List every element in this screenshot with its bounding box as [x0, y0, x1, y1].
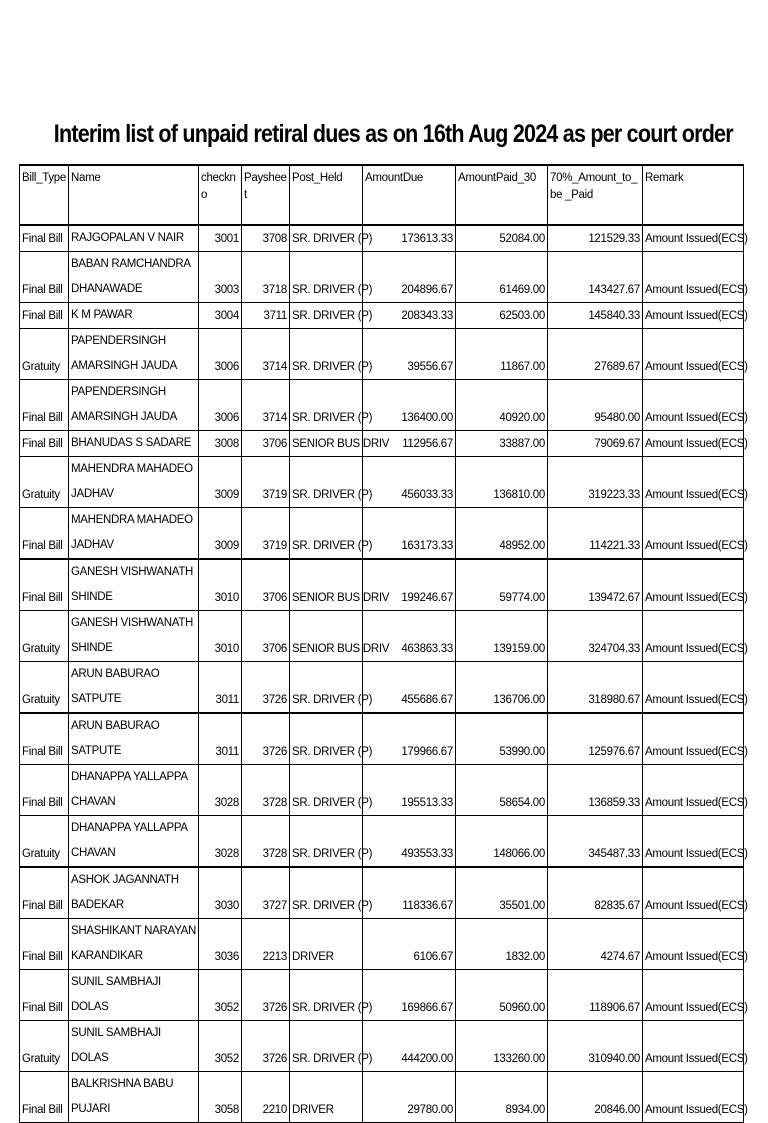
paysheet-cell: 2213 — [242, 919, 290, 970]
paysheet-cell: 3706 — [242, 559, 290, 611]
amount-to-be-paid-cell: 95480.00 — [548, 380, 643, 431]
amount-to-be-paid-cell: 125976.67 — [548, 713, 643, 765]
amount-to-be-paid-cell: 143427.67 — [548, 252, 643, 303]
name-cell: BABAN RAMCHANDRA DHANAWADE — [69, 252, 199, 303]
bill-type-cell: Gratuity — [20, 329, 69, 380]
post-held-cell: DRIVER — [290, 1072, 363, 1123]
name-cell: SUNIL SAMBHAJI DOLAS — [69, 970, 199, 1021]
bill-type-cell: Final Bill — [20, 713, 69, 765]
table-row — [20, 919, 744, 970]
amount-to-be-paid-cell: 324704.33 — [548, 611, 643, 662]
checkno-cell: 3009 — [199, 508, 242, 560]
bill-type-cell: Gratuity — [20, 1021, 69, 1072]
amount-paid-30-cell: 35501.00 — [456, 867, 548, 919]
dues-table — [19, 164, 748, 1123]
column-header: checkno — [199, 165, 242, 225]
column-header: Name — [69, 165, 199, 225]
remark-cell: Amount Issued(ECS) — [643, 816, 744, 868]
amount-to-be-paid-cell: 139472.67 — [548, 559, 643, 611]
amount-paid-30-cell: 58654.00 — [456, 765, 548, 816]
post-held-cell: SR. DRIVER (P) — [290, 252, 363, 303]
amount-due-cell: 29780.00 — [363, 1072, 456, 1123]
bill-type-cell: Gratuity — [20, 457, 69, 508]
amount-paid-30-cell: 136810.00 — [456, 457, 548, 508]
name-cell: BHANUDAS S SADARE — [69, 431, 199, 457]
name-cell: RAJGOPALAN V NAIR — [69, 225, 199, 252]
remark-cell: Amount Issued(ECS) — [643, 765, 744, 816]
name-cell: MAHENDRA MAHADEO JADHAV — [69, 457, 199, 508]
post-held-cell: SR. DRIVER (P) — [290, 508, 363, 560]
post-held-cell: SR. DRIVER (P) — [290, 713, 363, 765]
bill-type-cell: Final Bill — [20, 431, 69, 457]
table-body — [20, 225, 748, 1123]
paysheet-cell: 3719 — [242, 508, 290, 560]
remark-cell: Amount Issued(ECS) — [643, 431, 744, 457]
amount-paid-30-cell: 139159.00 — [456, 611, 548, 662]
table-header-row — [20, 165, 744, 225]
column-header: 70%_Amount_to_be _Paid — [548, 165, 643, 225]
paysheet-cell: 3726 — [242, 1021, 290, 1072]
table-row — [20, 970, 744, 1021]
post-held-cell: SR. DRIVER (P) — [290, 303, 363, 329]
amount-paid-30-cell: 11867.00 — [456, 329, 548, 380]
remark-cell: Amount Issued(ECS) — [643, 867, 744, 919]
bill-type-cell: Final Bill — [20, 252, 69, 303]
table-row — [20, 765, 744, 816]
column-header: Bill_Type — [20, 165, 69, 225]
column-header: Remark — [643, 165, 744, 225]
table-row — [20, 1021, 744, 1072]
amount-to-be-paid-cell: 82835.67 — [548, 867, 643, 919]
amount-to-be-paid-cell: 27689.67 — [548, 329, 643, 380]
checkno-cell: 3010 — [199, 559, 242, 611]
name-cell: GANESH VISHWANATH SHINDE — [69, 611, 199, 662]
amount-due-cell: 444200.00 — [363, 1021, 456, 1072]
bill-type-cell: Final Bill — [20, 765, 69, 816]
amount-due-cell: 493553.33 — [363, 816, 456, 868]
checkno-cell: 3003 — [199, 252, 242, 303]
amount-paid-30-cell: 1832.00 — [456, 919, 548, 970]
amount-paid-30-cell: 8934.00 — [456, 1072, 548, 1123]
amount-due-cell: 195513.33 — [363, 765, 456, 816]
remark-cell: Amount Issued(ECS) — [643, 252, 744, 303]
dues-table-container — [19, 164, 748, 1123]
paysheet-cell: 3728 — [242, 765, 290, 816]
paysheet-cell: 2210 — [242, 1072, 290, 1123]
column-header: AmountPaid_30 — [456, 165, 548, 225]
post-held-cell: SR. DRIVER (P) — [290, 329, 363, 380]
amount-due-cell: 179966.67 — [363, 713, 456, 765]
amount-due-cell: 169866.67 — [363, 970, 456, 1021]
amount-due-cell: 199246.67 — [363, 559, 456, 611]
bill-type-cell: Final Bill — [20, 225, 69, 252]
amount-due-cell: 173613.33 — [363, 225, 456, 252]
bill-type-cell: Final Bill — [20, 303, 69, 329]
table-row — [20, 816, 744, 868]
checkno-cell: 3052 — [199, 1021, 242, 1072]
name-cell: SHASHIKANT NARAYAN KARANDIKAR — [69, 919, 199, 970]
amount-paid-30-cell: 62503.00 — [456, 303, 548, 329]
amount-paid-30-cell: 40920.00 — [456, 380, 548, 431]
amount-due-cell: 455686.67 — [363, 662, 456, 714]
checkno-cell: 3036 — [199, 919, 242, 970]
amount-paid-30-cell: 50960.00 — [456, 970, 548, 1021]
bill-type-cell: Gratuity — [20, 611, 69, 662]
remark-cell: Amount Issued(ECS) — [643, 508, 744, 560]
post-held-cell: SR. DRIVER (P) — [290, 662, 363, 714]
post-held-cell: SENIOR BUS DRIV — [290, 611, 363, 662]
amount-due-cell: 118336.67 — [363, 867, 456, 919]
amount-paid-30-cell: 133260.00 — [456, 1021, 548, 1072]
checkno-cell: 3052 — [199, 970, 242, 1021]
amount-due-cell: 6106.67 — [363, 919, 456, 970]
name-cell: DHANAPPA YALLAPPA CHAVAN — [69, 816, 199, 868]
page-title: Interim list of unpaid retiral dues as on 16th Aug 2024 as per court order — [53, 120, 733, 148]
bill-type-cell: Final Bill — [20, 970, 69, 1021]
table-row — [20, 329, 744, 380]
checkno-cell: 3010 — [199, 611, 242, 662]
name-cell: DHANAPPA YALLAPPA CHAVAN — [69, 765, 199, 816]
table-row — [20, 380, 744, 431]
amount-due-cell: 136400.00 — [363, 380, 456, 431]
remark-cell: Amount Issued(ECS) — [643, 225, 744, 252]
amount-to-be-paid-cell: 310940.00 — [548, 1021, 643, 1072]
amount-due-cell: 463863.33 — [363, 611, 456, 662]
remark-cell: Amount Issued(ECS) — [643, 1072, 744, 1123]
checkno-cell: 3006 — [199, 380, 242, 431]
checkno-cell: 3028 — [199, 816, 242, 868]
paysheet-cell: 3726 — [242, 970, 290, 1021]
remark-cell: Amount Issued(ECS) — [643, 713, 744, 765]
bill-type-cell: Final Bill — [20, 559, 69, 611]
table-row — [20, 431, 744, 457]
amount-to-be-paid-cell: 4274.67 — [548, 919, 643, 970]
paysheet-cell: 3719 — [242, 457, 290, 508]
amount-paid-30-cell: 59774.00 — [456, 559, 548, 611]
column-header: AmountDue — [363, 165, 456, 225]
table-row — [20, 611, 744, 662]
remark-cell: Amount Issued(ECS) — [643, 970, 744, 1021]
paysheet-cell: 3727 — [242, 867, 290, 919]
table-row — [20, 713, 744, 765]
remark-cell: Amount Issued(ECS) — [643, 559, 744, 611]
amount-due-cell: 39556.67 — [363, 329, 456, 380]
amount-paid-30-cell: 61469.00 — [456, 252, 548, 303]
amount-to-be-paid-cell: 145840.33 — [548, 303, 643, 329]
name-cell: ARUN BABURAO SATPUTE — [69, 662, 199, 714]
post-held-cell: SR. DRIVER (P) — [290, 816, 363, 868]
name-cell: PAPENDERSINGH AMARSINGH JAUDA — [69, 380, 199, 431]
bill-type-cell: Final Bill — [20, 919, 69, 970]
remark-cell: Amount Issued(ECS) — [643, 919, 744, 970]
amount-paid-30-cell: 53990.00 — [456, 713, 548, 765]
table-row — [20, 457, 744, 508]
paysheet-cell: 3708 — [242, 225, 290, 252]
name-cell: MAHENDRA MAHADEO JADHAV — [69, 508, 199, 560]
paysheet-cell: 3706 — [242, 431, 290, 457]
amount-paid-30-cell: 148066.00 — [456, 816, 548, 868]
checkno-cell: 3004 — [199, 303, 242, 329]
table-row — [20, 225, 744, 252]
remark-cell: Amount Issued(ECS) — [643, 662, 744, 714]
post-held-cell: SENIOR BUS DRIV — [290, 431, 363, 457]
amount-paid-30-cell: 52084.00 — [456, 225, 548, 252]
remark-cell: Amount Issued(ECS) — [643, 457, 744, 508]
table-row — [20, 867, 744, 919]
paysheet-cell: 3714 — [242, 329, 290, 380]
column-header: Post_Held — [290, 165, 363, 225]
bill-type-cell: Gratuity — [20, 662, 69, 714]
name-cell: ASHOK JAGANNATH BADEKAR — [69, 867, 199, 919]
table-row — [20, 303, 744, 329]
bill-type-cell: Final Bill — [20, 1072, 69, 1123]
paysheet-cell: 3726 — [242, 662, 290, 714]
amount-to-be-paid-cell: 20846.00 — [548, 1072, 643, 1123]
post-held-cell: SR. DRIVER (P) — [290, 765, 363, 816]
post-held-cell: SR. DRIVER (P) — [290, 970, 363, 1021]
table-row — [20, 662, 744, 714]
checkno-cell: 3008 — [199, 431, 242, 457]
checkno-cell: 3009 — [199, 457, 242, 508]
remark-cell: Amount Issued(ECS) — [643, 380, 744, 431]
bill-type-cell: Final Bill — [20, 867, 69, 919]
post-held-cell: SENIOR BUS DRIV — [290, 559, 363, 611]
name-cell: SUNIL SAMBHAJI DOLAS — [69, 1021, 199, 1072]
paysheet-cell: 3706 — [242, 611, 290, 662]
amount-to-be-paid-cell: 118906.67 — [548, 970, 643, 1021]
bill-type-cell: Final Bill — [20, 508, 69, 560]
paysheet-cell: 3714 — [242, 380, 290, 431]
amount-due-cell: 208343.33 — [363, 303, 456, 329]
table-row — [20, 559, 744, 611]
amount-to-be-paid-cell: 136859.33 — [548, 765, 643, 816]
amount-paid-30-cell: 33887.00 — [456, 431, 548, 457]
remark-cell: Amount Issued(ECS) — [643, 1021, 744, 1072]
amount-due-cell: 163173.33 — [363, 508, 456, 560]
name-cell: PAPENDERSINGH AMARSINGH JAUDA — [69, 329, 199, 380]
amount-to-be-paid-cell: 79069.67 — [548, 431, 643, 457]
checkno-cell: 3001 — [199, 225, 242, 252]
table-row — [20, 252, 744, 303]
checkno-cell: 3011 — [199, 713, 242, 765]
name-cell: K M PAWAR — [69, 303, 199, 329]
amount-to-be-paid-cell: 319223.33 — [548, 457, 643, 508]
paysheet-cell: 3726 — [242, 713, 290, 765]
paysheet-cell: 3718 — [242, 252, 290, 303]
remark-cell: Amount Issued(ECS) — [643, 611, 744, 662]
paysheet-cell: 3728 — [242, 816, 290, 868]
checkno-cell: 3011 — [199, 662, 242, 714]
amount-due-cell: 112956.67 — [363, 431, 456, 457]
table-row — [20, 508, 744, 560]
amount-due-cell: 456033.33 — [363, 457, 456, 508]
amount-due-cell: 204896.67 — [363, 252, 456, 303]
table-row — [20, 1072, 744, 1123]
amount-paid-30-cell: 48952.00 — [456, 508, 548, 560]
amount-to-be-paid-cell: 345487.33 — [548, 816, 643, 868]
name-cell: GANESH VISHWANATH SHINDE — [69, 559, 199, 611]
checkno-cell: 3006 — [199, 329, 242, 380]
amount-to-be-paid-cell: 121529.33 — [548, 225, 643, 252]
amount-to-be-paid-cell: 114221.33 — [548, 508, 643, 560]
checkno-cell: 3030 — [199, 867, 242, 919]
bill-type-cell: Gratuity — [20, 816, 69, 868]
bill-type-cell: Final Bill — [20, 380, 69, 431]
remark-cell: Amount Issued(ECS) — [643, 303, 744, 329]
post-held-cell: SR. DRIVER (P) — [290, 225, 363, 252]
paysheet-cell: 3711 — [242, 303, 290, 329]
post-held-cell: SR. DRIVER (P) — [290, 867, 363, 919]
remark-cell: Amount Issued(ECS) — [643, 329, 744, 380]
post-held-cell: SR. DRIVER (P) — [290, 1021, 363, 1072]
post-held-cell: DRIVER — [290, 919, 363, 970]
checkno-cell: 3058 — [199, 1072, 242, 1123]
amount-to-be-paid-cell: 318980.67 — [548, 662, 643, 714]
checkno-cell: 3028 — [199, 765, 242, 816]
amount-paid-30-cell: 136706.00 — [456, 662, 548, 714]
name-cell: BALKRISHNA BABU PUJARI — [69, 1072, 199, 1123]
post-held-cell: SR. DRIVER (P) — [290, 457, 363, 508]
post-held-cell: SR. DRIVER (P) — [290, 380, 363, 431]
name-cell: ARUN BABURAO SATPUTE — [69, 713, 199, 765]
column-header: Paysheet — [242, 165, 290, 225]
